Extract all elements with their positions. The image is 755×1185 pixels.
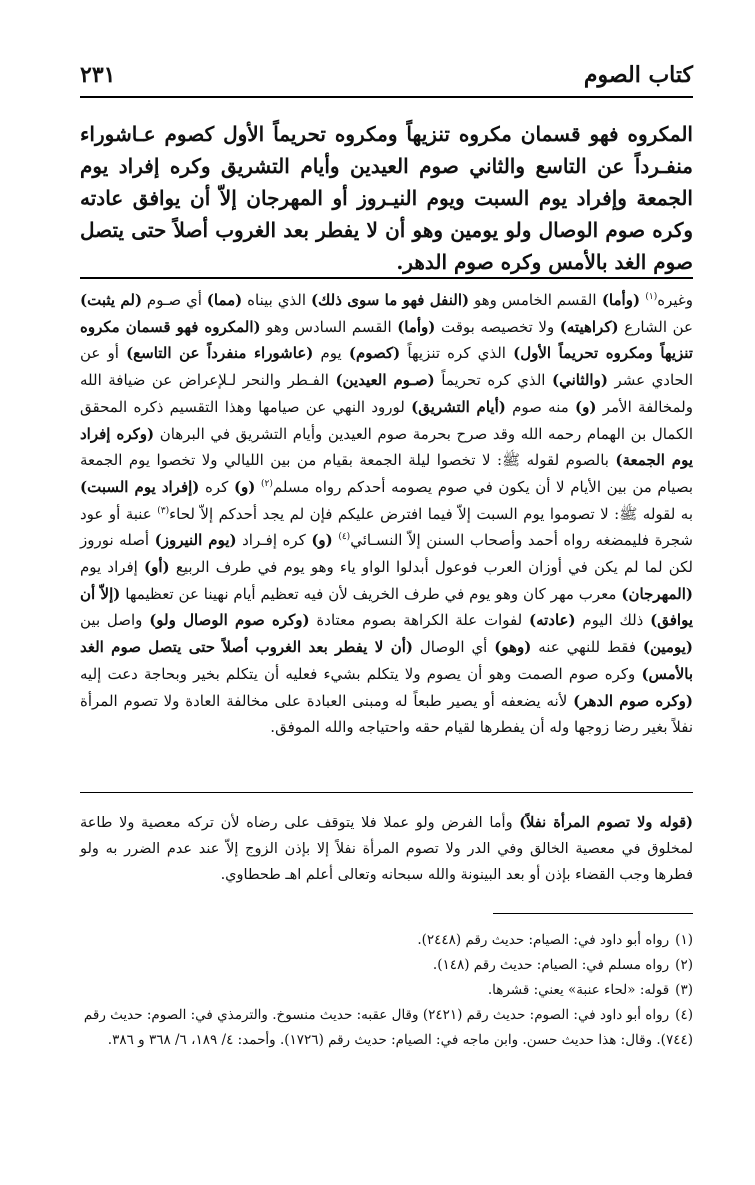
- footnote-text: قوله: «لحاء عنبة» يعني: قشرها.: [487, 982, 670, 998]
- quoted-matn-phrase: (أيام التشريق): [411, 397, 506, 416]
- quoted-matn-phrase: (المهرجان): [621, 584, 693, 603]
- commentary-text: وكره صوم الصمت وهو أن يصوم ولا يتكلم بشيء فعليه أن يتكلم بخير وبحاجة دعت إليه: [80, 664, 642, 683]
- quoted-matn-phrase: (عاشوراء منفرداً عن التاسع): [126, 344, 314, 363]
- footnote: [80, 978, 693, 1003]
- commentary-text: أي الوصال: [412, 638, 495, 657]
- commentary-text: لأنه يضعفه أو يصير طبعاً له ومبنى العبادة على مخالفة العادة ولا تصوم المرأة نفلاً بغير رضا زوجها وله أن يفطرها لقيام حقه واحتياجه والله الموفق.: [80, 691, 693, 737]
- commentary-text: القسم السادس وهو: [260, 317, 398, 336]
- commentary-text: لفوات علة الكراهة بصوم معتادة: [309, 611, 529, 630]
- quoted-matn-phrase: (مما): [206, 291, 243, 309]
- footnote-text: رواه مسلم في: الصيام: حديث رقم (١٤٨).: [432, 957, 670, 973]
- footnote-ref: (٣): [157, 505, 170, 516]
- commentary-text: وأما الفرض ولو عملا فلا يتوقف على رضاه لأن تركه معصية ولا طاعة لمخلوق في معصية الخالق وفي الدر ولا تصوم المرأة نفلاً إلا بإذن الزوج إلاّ عند عدم الضرر به ولو فطرها وجب القضاء بإذن أو بعد البينونة والله سبحانه وتعالى أعلم اهـ طحطاوي.: [80, 815, 693, 883]
- commentary-text: واصل بين: [80, 611, 150, 630]
- quoted-matn-phrase: (وكره صوم الدهر): [573, 691, 693, 710]
- commentary-text: الذي كره تنزيهاً: [400, 344, 514, 363]
- quoted-matn-phrase: (وأما): [397, 317, 436, 336]
- quoted-matn-phrase: (أن لا يفطر بعد الغروب أصلاً حتى يتصل صوم الغد بالأمس): [80, 638, 693, 683]
- quoted-matn-phrase: (إلاّ أن يوافق): [80, 584, 694, 630]
- footnote: [80, 953, 693, 978]
- margin-note-rule: [80, 792, 693, 793]
- commentary-text: لورود النهي عن صيامها وهذا التقسيم ذكره المحقق الكمال بن الهمام رحمه الله وقد صرح بحرمة صوم العيدين وأيام التشريق في البرهان: [80, 397, 693, 443]
- commentary: [80, 287, 693, 741]
- quoted-matn-phrase: (يوم النيروز): [154, 531, 237, 550]
- commentary-text: عن الشارع: [618, 317, 693, 336]
- footnote-number: (١): [675, 932, 693, 948]
- header-rule: [80, 96, 693, 98]
- footnote-ref: (٢): [261, 478, 273, 489]
- quoted-matn-phrase: (صـوم العيدين): [335, 371, 435, 390]
- quoted-matn-phrase: (يومين): [642, 638, 693, 657]
- commentary-text: بالصوم لقوله ﷺ: لا تخصوا ليلة الجمعة بقيام من بين الليالي ولا تخصوا يوم الجمعة بصيام من بين الأيام لا أن يكون في صوم يصومه أحدكم رواه مسلم: [80, 451, 694, 496]
- commentary-text: الذي كره تحريماً: [434, 371, 552, 390]
- commentary-text: الذي بيناه: [242, 291, 311, 309]
- margin-note: [80, 810, 693, 888]
- commentary-text: فقط للنهي عنه: [531, 638, 643, 657]
- main-text-rule: [80, 277, 693, 279]
- main-text: المكروه فهو قسمان مكروه تنزيهاً ومكروه تحريماً الأول كصوم عـاشوراء منفـرداً عن التاسع والثاني صوم العيدين وأيام التشريق وكره إفراد يوم الجمعة وإفراد يوم السبت ويوم النيـروز أو المهرجان إلاّ أن يوافق عادته وكره صوم الوصال ولو يومين وهو أن لا يفطر بعد الغروب أصلاً حتى يتصل صوم الغد بالأمس وكره صوم الدهر.: [80, 122, 693, 274]
- footnote-number: (٣): [675, 982, 693, 998]
- footnote-text: رواه أبو داود في: الصوم: حديث رقم (٢٤٢١) وقال عقبه: حديث منسوخ. والترمذي في: الصوم: حديث رقم (٧٤٤). وقال: هذا حديث حسن. وابن ماجه في: الصيام: حديث رقم (١٧٢٦). وأحمد: ٤/ ١٨٩، ٦/ ٣٦٨ و ٣٨٦.: [83, 1007, 693, 1048]
- quoted-matn-phrase: (أو): [144, 558, 170, 577]
- footnote-text: رواه أبو داود في: الصيام: حديث رقم (٢٤٤٨).: [417, 932, 670, 948]
- quoted-matn-phrase: (إفراد يوم السبت): [80, 477, 200, 496]
- commentary-text: أي صـوم: [142, 291, 207, 309]
- footnote: [80, 1003, 693, 1053]
- footnote-number: (٤): [675, 1007, 693, 1023]
- commentary-text: أو عن الحادي عشر: [80, 344, 693, 390]
- running-title: كتاب الصوم: [583, 62, 693, 88]
- quoted-matn-phrase: (وكره إفراد يوم الجمعة): [80, 424, 694, 470]
- footnote: [80, 928, 693, 953]
- quoted-matn-phrase: (قوله ولا تصوم المرأة نفلاً): [519, 814, 693, 831]
- commentary-text: أصله نوروز لكن لما لم يكن في أوزان العرب فوعول أبدلوا الواو ياء وهو يوم في طرف الربيع: [80, 531, 693, 577]
- quoted-matn-phrase: (لم يثبت): [80, 291, 143, 309]
- commentary-text: القسم الخامس وهو: [469, 291, 597, 309]
- footnote-ref: (٤): [338, 532, 351, 543]
- quoted-matn-phrase: (وأما): [596, 291, 646, 309]
- footnote-ref: (١): [645, 292, 658, 302]
- commentary-text: عنبة أو عود شجرة فليمضغه رواه أحمد وأصحاب السنن إلاّ النسـائي: [80, 504, 694, 550]
- commentary-text: كره: [199, 477, 234, 496]
- quoted-matn-phrase: (والثاني): [551, 371, 608, 390]
- commentary-text: إفراد يوم: [80, 558, 145, 577]
- footnote-rule: [493, 913, 693, 914]
- commentary-text: ولا تخصيصه بوقت: [435, 317, 560, 336]
- page-number: ٢٣١: [80, 62, 116, 88]
- quoted-matn-phrase: (المكروه فهو قسمان مكروه تنزيهاً ومكروه تحريماً الأول): [80, 317, 693, 363]
- quoted-matn-phrase: (كراهيته): [559, 317, 619, 336]
- footnote-number: (٢): [675, 957, 693, 973]
- commentary-text: به لقوله ﷺ: لا تصوموا يوم السبت إلاّ فيما افترض عليكم فإن لم يجد أحدكم إلاّ لحاء: [169, 504, 693, 523]
- footnotes: [80, 928, 693, 1053]
- quoted-matn-phrase: (و): [233, 477, 256, 496]
- quoted-matn-phrase: (و): [575, 397, 597, 416]
- commentary-text: وغيره: [657, 291, 694, 309]
- quoted-matn-phrase: (عادته): [528, 611, 576, 630]
- quoted-matn-phrase: (و): [311, 531, 333, 550]
- quoted-matn-phrase: (النفل فهو ما سوى ذلك): [310, 291, 470, 309]
- commentary-text: معرب مهر كان وهو يوم في طرف الخريف لأن فيه تعظيم أيام نهينا عن تعظيمها: [120, 584, 622, 603]
- quoted-matn-phrase: (وهو): [494, 638, 532, 657]
- quoted-matn-phrase: (كصوم): [348, 344, 401, 363]
- commentary-text: يوم: [313, 344, 349, 363]
- commentary-text: ذلك اليوم: [575, 611, 651, 630]
- page-header: [80, 58, 693, 92]
- commentary-text: كره إفـراد: [236, 531, 312, 550]
- commentary-text: منه صوم: [505, 397, 576, 416]
- commentary-text: الفـطر والنحر لـلإعراض عن ضيافة الله ولمخالفة الأمر: [80, 371, 693, 416]
- quoted-matn-phrase: (وكره صوم الوصال ولو): [149, 611, 310, 630]
